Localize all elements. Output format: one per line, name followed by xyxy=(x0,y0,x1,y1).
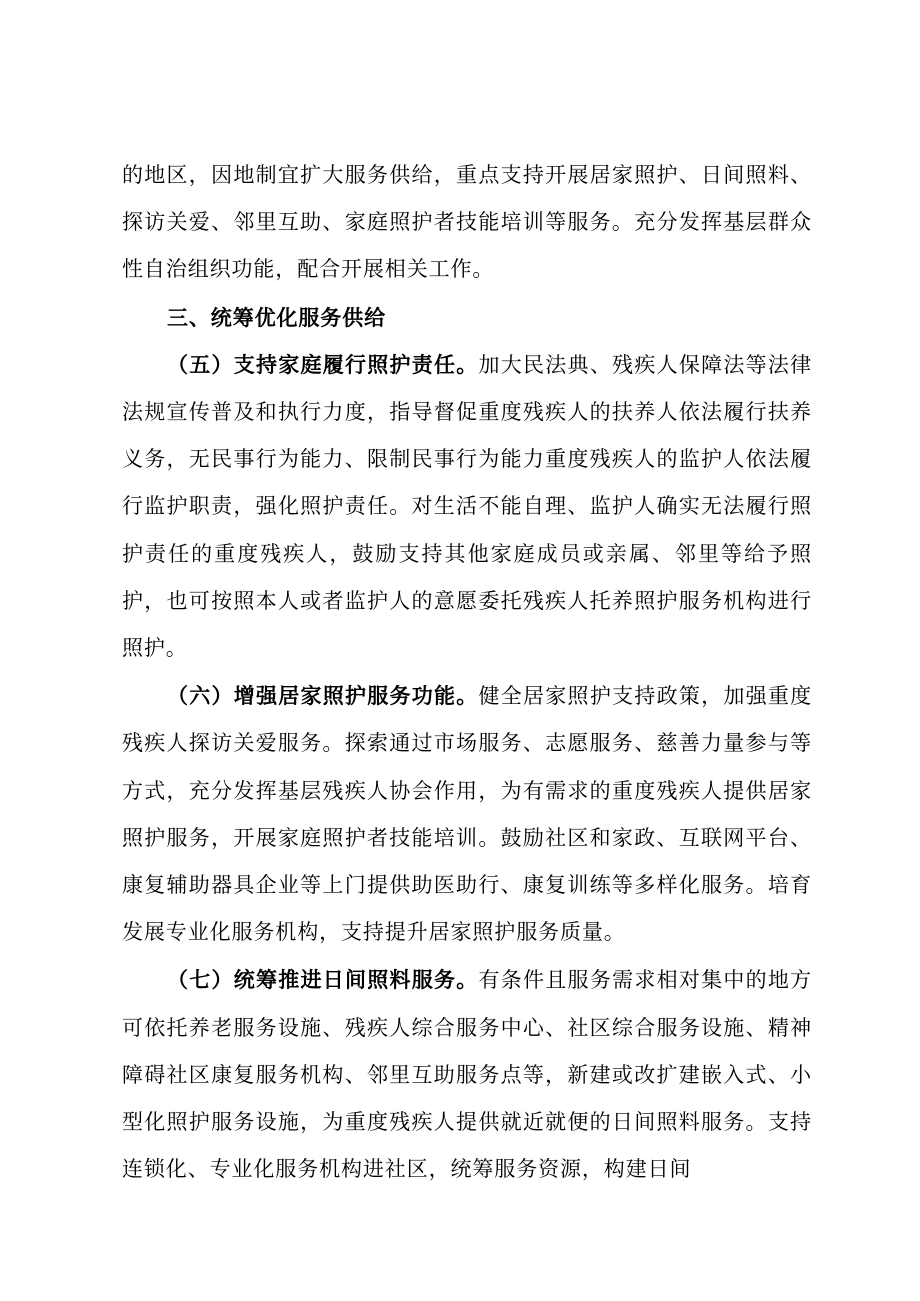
paragraph-item-5 xyxy=(122,341,812,672)
paragraph-lead: （七）统筹推进日间照料服务。 xyxy=(167,967,479,993)
continuation-paragraph xyxy=(122,152,812,294)
paragraph-item-7 xyxy=(122,956,812,1193)
paragraph-body: 健全居家照护支持政策，加强重度残疾人探访关爱服务。探索通过市场服务、志愿服务、慈善力量参与等方式，充分发挥基层残疾人协会作用，为有需求的重度残疾人提供居家照护服务，开展家庭照护者技能培训。鼓励社区和家政、互联网平台、康复辅助器具企业等上门提供助医助行、康复训练等多样化服务。培育发展专业化服务机构，支持提升居家照护服务质量。 xyxy=(122,684,812,945)
continuation-text: 的地区，因地制宜扩大服务供给，重点支持开展居家照护、日间照料、探访关爱、邻里互助、家庭照护者技能培训等服务。充分发挥基层群众性自治组织功能，配合开展相关工作。 xyxy=(122,163,812,282)
paragraph-lead: （五）支持家庭履行照护责任。 xyxy=(167,351,479,377)
paragraph-body: 有条件且服务需求相对集中的地方可依托养老服务设施、残疾人综合服务中心、社区综合服务设施、精神障碍社区康复服务机构、邻里互助服务点等，新建或改扩建嵌入式、小型化照护服务设施，为重度残疾人提供就近就便的日间照料服务。支持连锁化、专业化服务机构进社区，统筹服务资源，构建日间 xyxy=(122,968,812,1182)
paragraph-item-6 xyxy=(122,672,812,956)
paragraph-body: 加大民法典、残疾人保障法等法律法规宣传普及和执行力度，指导督促重度残疾人的扶养人依法履行扶养义务，无民事行为能力、限制民事行为能力重度残疾人的监护人依法履行监护职责，强化照护责任。对生活不能自理、监护人确实无法履行照护责任的重度残疾人，鼓励支持其他家庭成员或亲属、邻里等给予照护，也可按照本人或者监护人的意愿委托残疾人托养照护服务机构进行照护。 xyxy=(122,352,812,661)
document-body xyxy=(122,152,812,1193)
section-heading: 三、统筹优化服务供给 xyxy=(167,304,386,330)
paragraph-lead: （六）增强居家照护服务功能。 xyxy=(167,683,479,709)
